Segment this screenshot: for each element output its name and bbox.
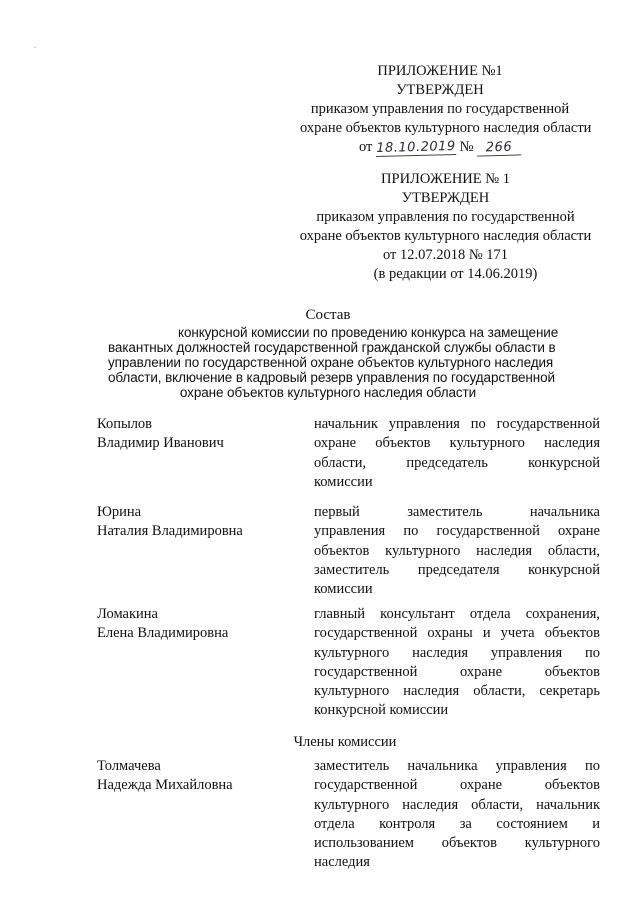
- role-line: культурного наследия области, начальник: [314, 796, 600, 813]
- members-heading: Члены комиссии: [293, 734, 397, 750]
- member-given-names: Елена Владимировна: [97, 625, 229, 642]
- role-line: государственной охране объектов: [314, 663, 600, 680]
- member-name: [97, 757, 297, 796]
- member-name: [97, 503, 297, 542]
- role-line: государственной охраны и учета объектов: [314, 625, 600, 642]
- document-subtitle: [108, 325, 559, 400]
- subtitle-line: области, включение в кадровый резерв управления по государственной: [108, 370, 555, 385]
- role-line: начальник управления по государственной: [314, 416, 600, 432]
- role-line: комиссии: [314, 581, 373, 598]
- approved-label: УТВЕРЖДЕН: [401, 190, 490, 206]
- handwritten-date: 18.10.2019: [376, 138, 456, 157]
- role-line: отдела контроля за состоянием и: [314, 815, 600, 832]
- member-role: [314, 503, 600, 599]
- appendix-label: ПРИЛОЖЕНИЕ № 1: [381, 171, 510, 187]
- role-line: заместитель начальника управления по: [314, 758, 600, 774]
- role-line: конкурсной комиссии: [314, 702, 449, 719]
- role-line: охране объектов культурного наследия: [314, 435, 600, 452]
- subtitle-line: конкурсной комиссии по проведению конкурса на замещение: [178, 325, 559, 340]
- approval-block-current: [300, 62, 592, 157]
- member-name: [97, 605, 297, 644]
- member-role: [314, 757, 600, 873]
- role-line: области, председатель конкурсной: [314, 454, 600, 471]
- date-prefix: от: [358, 139, 373, 155]
- role-line: управления по государственной охране: [314, 523, 600, 540]
- role-line: культурного наследия управления по: [314, 644, 600, 661]
- order-date-line: [300, 138, 580, 157]
- member-role: [314, 605, 600, 721]
- scan-mark: .: [34, 40, 37, 50]
- edition-line: (в редакции от 14.06.2019): [373, 266, 538, 282]
- role-line: наследия: [314, 854, 370, 871]
- subtitle-line: вакантных должностей государственной гражданской службы области в: [108, 340, 556, 355]
- member-given-names: Надежда Михайловна: [97, 777, 233, 794]
- member-given-names: Владимир Иванович: [97, 435, 224, 452]
- approval-block-original: [283, 170, 608, 284]
- document-title-block: [108, 306, 559, 400]
- subtitle-line: охране объектов культурного наследия области: [179, 385, 477, 400]
- order-line: охране объектов культурного наследия области: [300, 120, 592, 136]
- member-surname: Копылов: [97, 416, 153, 432]
- role-line: культурного наследия области, секретарь: [314, 683, 600, 700]
- role-line: объектов культурного наследия области,: [314, 542, 600, 559]
- role-line: заместитель председателя конкурсной: [314, 561, 600, 578]
- role-line: первый заместитель начальника: [314, 504, 600, 520]
- role-line: главный консультант отдела сохранения,: [314, 606, 600, 622]
- member-surname: Толмачева: [97, 758, 161, 774]
- appendix-label: ПРИЛОЖЕНИЕ №1: [377, 63, 503, 79]
- subtitle-line: управлении по государственной охране объектов культурного наследия: [108, 355, 554, 370]
- order-line: приказом управления по государственной: [310, 101, 570, 117]
- number-sign: №: [459, 139, 474, 155]
- member-name: [97, 415, 297, 454]
- role-line: государственной охране объектов: [314, 777, 600, 794]
- member-role: [314, 415, 600, 492]
- order-line: охране объектов культурного наследия области: [299, 228, 592, 244]
- approved-label: УТВЕРЖДЕН: [396, 82, 484, 98]
- role-line: комиссии: [314, 473, 373, 490]
- member-given-names: Наталия Владимировна: [97, 523, 243, 540]
- order-line: приказом управления по государственной: [316, 209, 575, 225]
- handwritten-number: 266: [477, 139, 521, 156]
- document-title: Состав: [305, 307, 351, 323]
- member-surname: Юрина: [97, 504, 142, 520]
- member-surname: Ломакина: [97, 606, 158, 622]
- order-date-line: от 12.07.2018 № 171: [382, 247, 509, 263]
- role-line: использованием объектов культурного: [314, 835, 600, 852]
